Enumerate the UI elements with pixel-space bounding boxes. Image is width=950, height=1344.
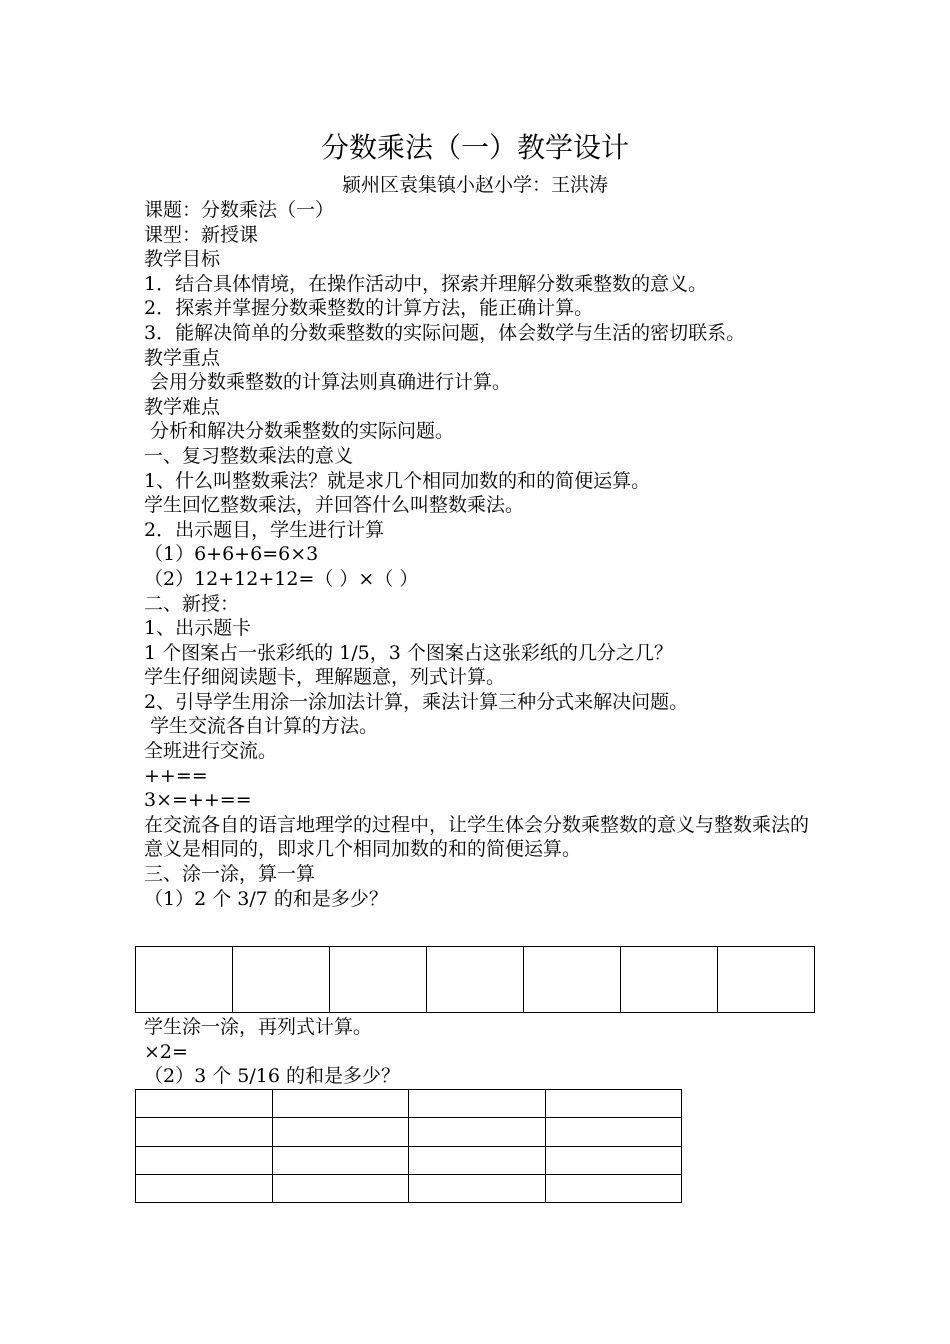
grid-cell — [718, 947, 815, 1013]
grid-cell — [427, 947, 524, 1013]
review-exercise-2: （2）12+12+12=（ ）×（ ） — [144, 567, 419, 590]
review-activity: 学生回忆整数乘法，并回答什么叫整数乘法。 — [144, 494, 525, 517]
equation-line-1: ++== — [144, 764, 208, 787]
key-point-text: 会用分数乘整数的计算法则真确进行计算。 — [144, 371, 512, 394]
grid-cell — [272, 1118, 409, 1146]
table-row — [136, 1146, 682, 1174]
grid-cell — [272, 1090, 409, 1118]
author-line: 颍州区袁集镇小赵小学：王洪涛 — [341, 174, 608, 196]
grid-cell — [136, 947, 233, 1013]
practice-question-1: （1）2 个 3/7 的和是多少？ — [144, 887, 388, 910]
practice-question-2: （2）3 个 5/16 的和是多少？ — [144, 1065, 400, 1088]
section-heading-key-points: 教学重点 — [144, 346, 221, 369]
equation-line-3: ×2= — [144, 1040, 188, 1063]
grid-cell — [524, 947, 621, 1013]
review-exercise-heading: 2．出示题目，学生进行计算 — [144, 518, 385, 541]
grid-cell — [409, 1118, 546, 1146]
table-row — [136, 1118, 682, 1146]
section-heading-goals: 教学目标 — [144, 248, 221, 271]
grid-cell — [330, 947, 427, 1013]
goal-item-3: 3．能解决简单的分数乘整数的实际问题，体会数学与生活的密切联系。 — [144, 321, 746, 344]
lesson-body — [144, 198, 824, 911]
review-exercise-1: （1）6+6+6=6×3 — [144, 543, 319, 566]
goal-item-1: 1．结合具体情境，在操作活动中，探索并理解分数乘整数的意义。 — [144, 272, 708, 295]
new-lesson-step-1: 1、出示题卡 — [144, 617, 252, 640]
table-row — [136, 1090, 682, 1118]
grid-cell — [545, 1118, 682, 1146]
grid-cell — [545, 1174, 682, 1202]
grid-cell — [621, 947, 718, 1013]
equation-line-2: 3×=++== — [144, 789, 252, 812]
topic-line: 课题：分数乘法（一） — [144, 199, 335, 221]
coloring-grid-sixteenths — [135, 1089, 682, 1203]
review-question: 1、什么叫整数乘法？就是求几个相同加数的和的简便运算。 — [144, 469, 651, 492]
coloring-grid-sevenths — [135, 946, 815, 1013]
difficulty-text: 分析和解决分数乘整数的实际问题。 — [144, 420, 455, 443]
lesson-type-line: 课型：新授课 — [144, 223, 259, 246]
grid-cell — [409, 1174, 546, 1202]
grid-cell — [136, 1146, 273, 1174]
student-reading-text: 学生仔细阅读题卡，理解题意，列式计算。 — [144, 666, 506, 689]
student-exchange-text: 学生交流各自计算的方法。 — [144, 715, 379, 738]
document-title: 分数乘法（一）教学设计 — [320, 131, 629, 164]
grid-cell — [272, 1146, 409, 1174]
grid-cell — [409, 1146, 546, 1174]
grid-cell — [545, 1090, 682, 1118]
new-lesson-step-2: 2、引导学生用涂一涂加法计算，乘法计算三种分式来解决问题。 — [144, 690, 689, 713]
goal-item-2: 2．探索并掌握分数乘整数的计算方法，能正确计算。 — [144, 297, 594, 320]
coloring-instruction: 学生涂一涂，再列式计算。 — [144, 1016, 373, 1038]
practice-continued — [144, 1015, 824, 1089]
grid-cell — [136, 1174, 273, 1202]
grid-cell — [136, 1090, 273, 1118]
grid-cell — [233, 947, 330, 1013]
grid-cell — [409, 1090, 546, 1118]
section-heading-practice: 三、涂一涂，算一算 — [144, 863, 316, 886]
table-row — [136, 947, 815, 1013]
section-heading-difficulty: 教学难点 — [144, 395, 221, 418]
summary-paragraph: 在交流各自的语言地理学的过程中，让学生体会分数乘整数的意义与整数乘法的意义是相同的，即求几个相同加数的和的简便运算。 — [144, 813, 810, 861]
table-row — [136, 1174, 682, 1202]
section-heading-review: 一、复习整数乘法的意义 — [144, 444, 354, 467]
section-heading-new-lesson: 二、新授： — [144, 592, 240, 615]
problem-card-text: 1 个图案占一张彩纸的 1/5，3 个图案占这张彩纸的几分之几？ — [144, 641, 673, 664]
grid-cell — [545, 1146, 682, 1174]
grid-cell — [272, 1174, 409, 1202]
class-exchange-text: 全班进行交流。 — [144, 740, 278, 763]
grid-cell — [136, 1118, 273, 1146]
